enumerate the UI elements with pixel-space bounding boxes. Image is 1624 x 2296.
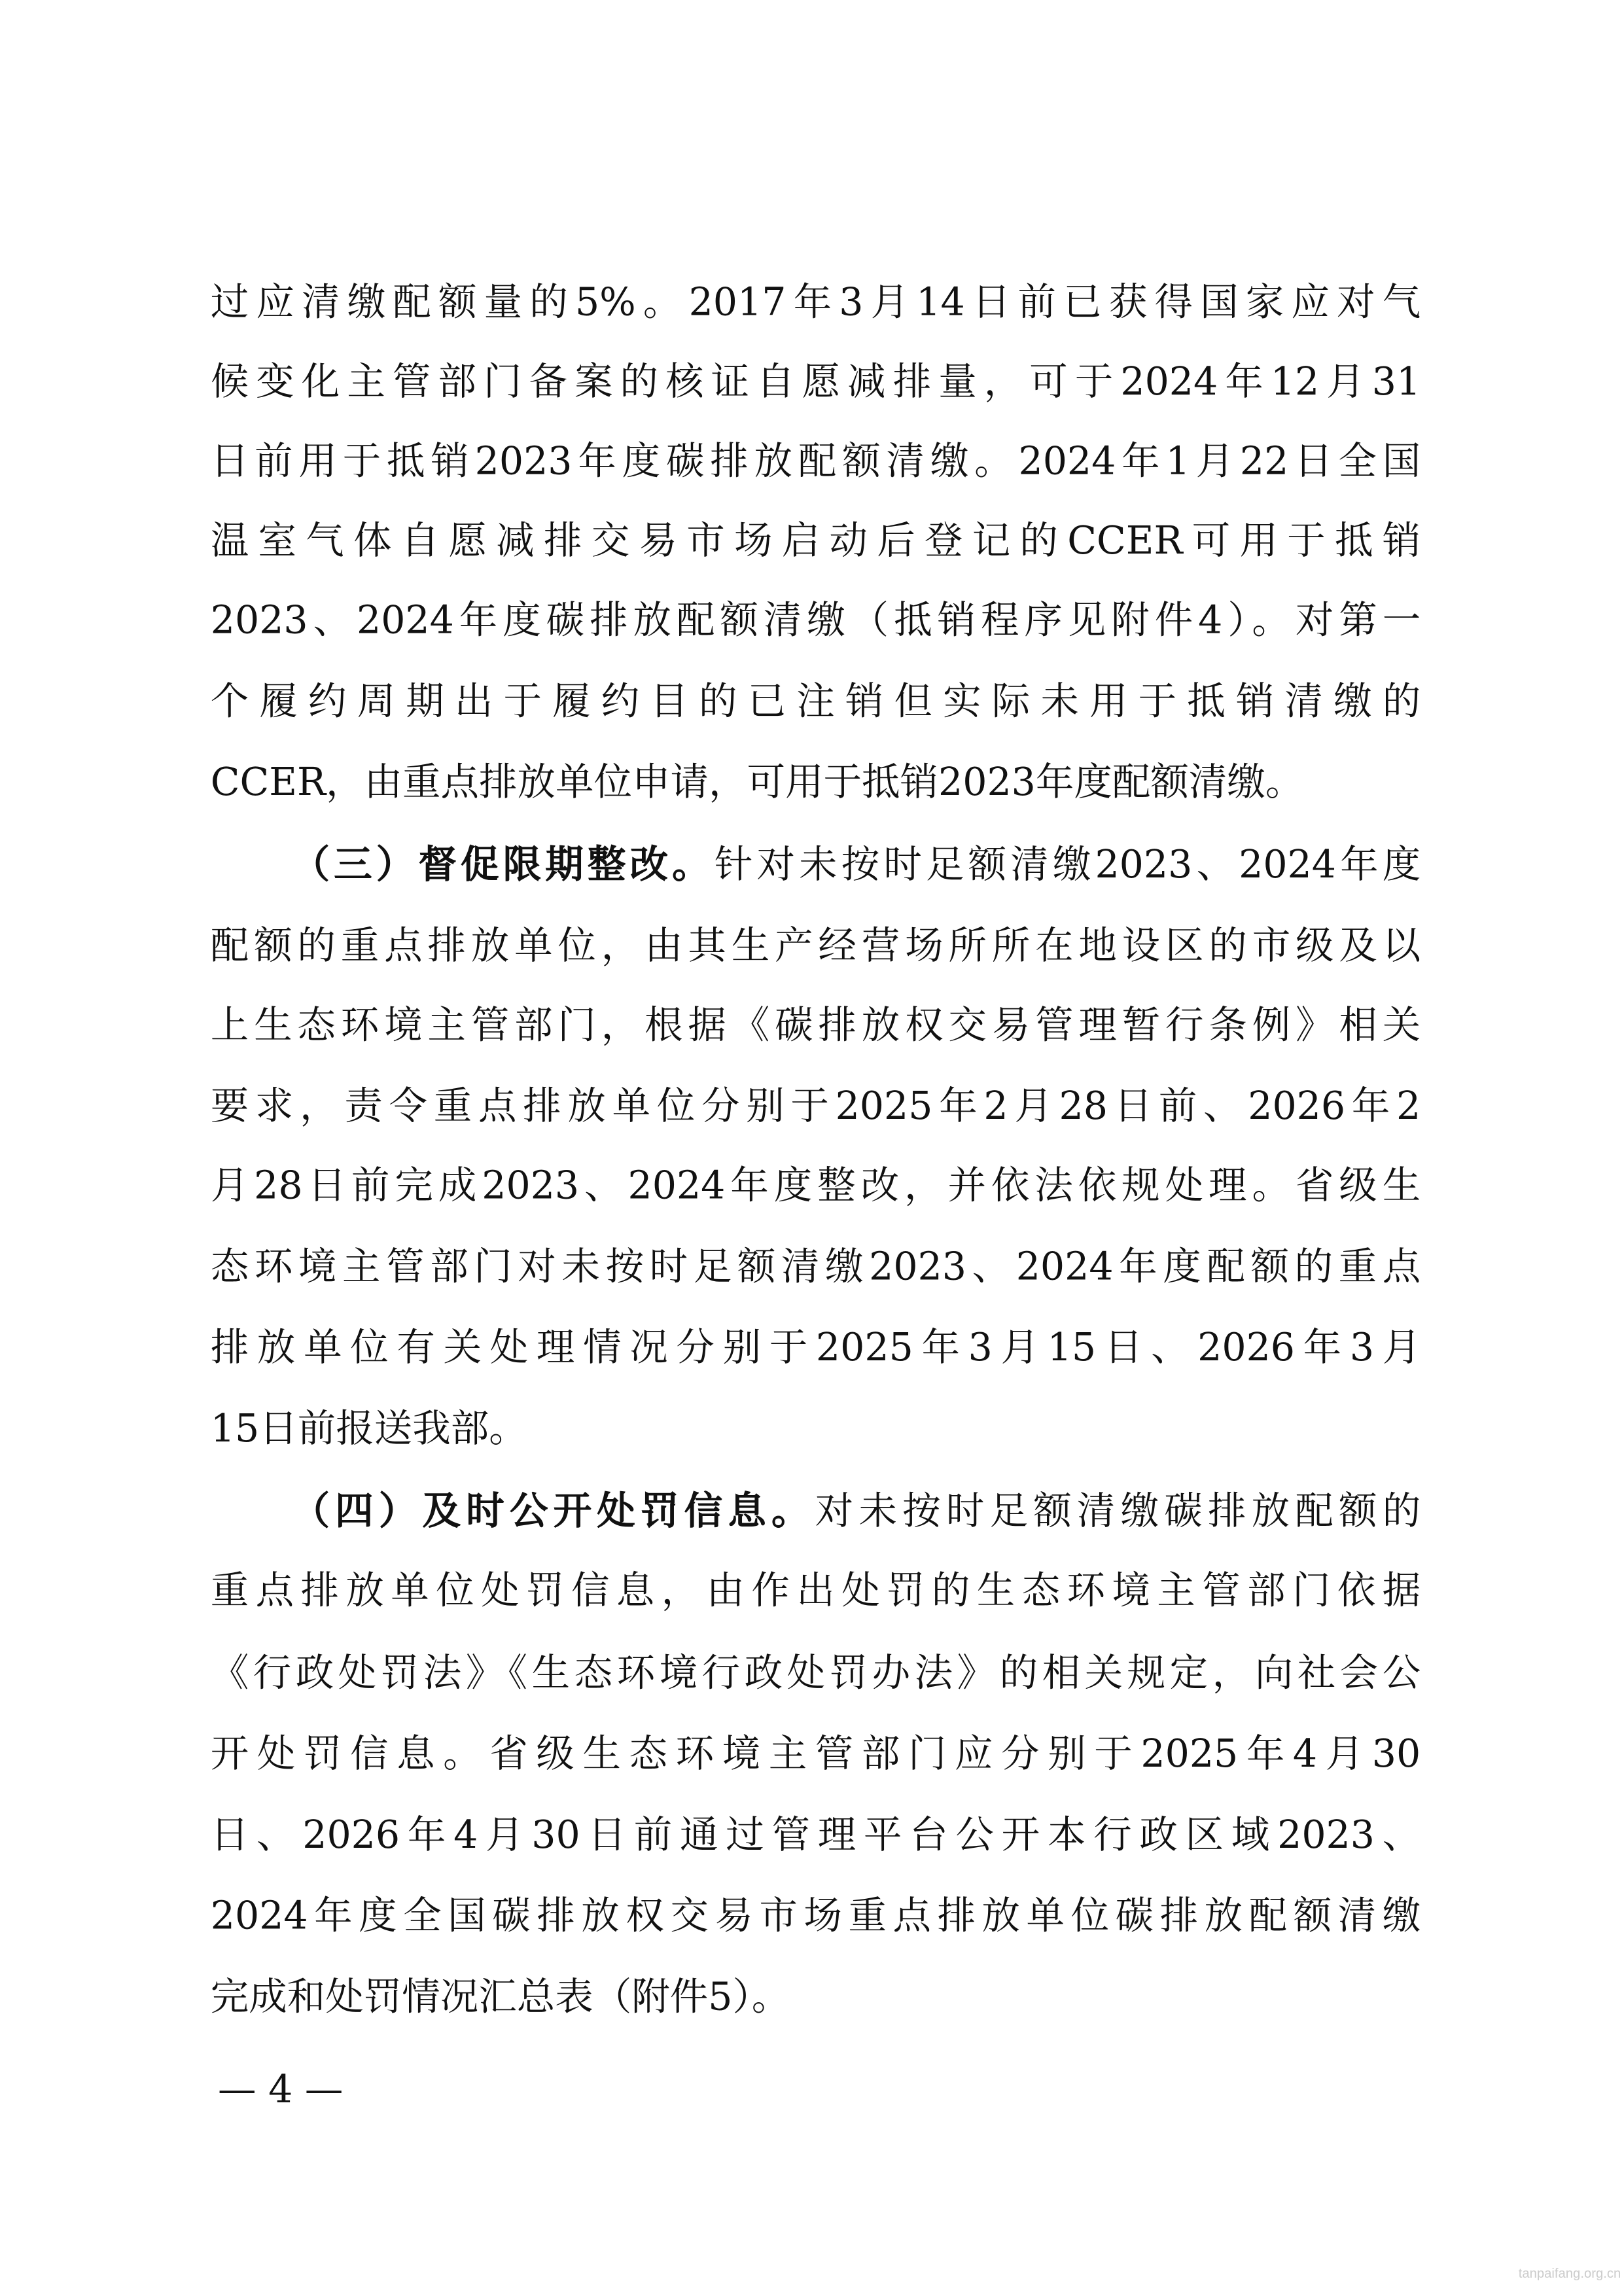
paragraph-line: 候变化主管部门备案的核证自愿减排量，可于2024年12月31 [210, 361, 1421, 405]
paragraph-line: 重点排放单位处罚信息，由作出处罚的生态环境主管部门依据 [210, 1569, 1421, 1614]
paragraph-line: 日前用于抵销2023年度碳排放配额清缴。2024年1月22日全国 [210, 440, 1421, 485]
paragraph-line: 个履约周期出于履约目的已注销但实际未用于抵销清缴的 [210, 680, 1421, 724]
section-4-first-line [292, 1479, 1421, 1544]
paragraph-line: 2023、2024年度碳排放配额清缴（抵销程序见附件4）。对第一 [210, 599, 1421, 644]
page-number: — 4 — [218, 2068, 344, 2113]
section-3-text: 针对未按时足额清缴2023、2024年度 [714, 843, 1421, 888]
paragraph-line: 15日前报送我部。 [210, 1407, 527, 1452]
paragraph-line: 配额的重点排放单位，由其生产经营场所所在地设区的市级及以 [210, 925, 1421, 969]
paragraph-line: 开处罚信息。省级生态环境主管部门应分别于2025年4月30 [210, 1733, 1421, 1777]
site-watermark: tanpaifang.org.cn [1518, 2265, 1621, 2281]
paragraph-line: 完成和处罚情况汇总表（附件5）。 [210, 1975, 790, 2020]
paragraph-line: CCER，由重点排放单位申请，可用于抵销2023年度配额清缴。 [210, 761, 1304, 805]
paragraph-line: 温室气体自愿减排交易市场启动后登记的CCER可用于抵销 [210, 520, 1421, 564]
paragraph-line: 《行政处罚法》《生态环境行政处罚办法》的相关规定，向社会公 [210, 1651, 1421, 1696]
paragraph-line: 月28日前完成2023、2024年度整改，并依法依规处理。省级生 [210, 1164, 1421, 1209]
paragraph-line: 日、2026年4月30日前通过管理平台公开本行政区域2023、 [210, 1814, 1421, 1858]
section-4-text: 对未按时足额清缴碳排放配额的 [815, 1490, 1421, 1534]
paragraph-line: 过应清缴配额量的5%。2017年3月14日前已获得国家应对气 [210, 281, 1421, 326]
section-3-first-line [292, 834, 1421, 898]
paragraph-line: 态环境主管部门对未按时足额清缴2023、2024年度配额的重点 [210, 1245, 1421, 1290]
section-4-heading: （四）及时公开处罚信息。 [291, 1490, 815, 1534]
paragraph-line: 要求，责令重点排放单位分别于2025年2月28日前、2026年2 [210, 1085, 1421, 1129]
paragraph-line: 排放单位有关处理情况分别于2025年3月15日、2026年3月 [210, 1326, 1421, 1371]
section-3-heading: （三）督促限期整改。 [291, 843, 715, 888]
paragraph-line: 2024年度全国碳排放权交易市场重点排放单位碳排放配额清缴 [210, 1894, 1421, 1939]
paragraph-line: 上生态环境主管部门，根据《碳排放权交易管理暂行条例》相关 [210, 1004, 1421, 1048]
